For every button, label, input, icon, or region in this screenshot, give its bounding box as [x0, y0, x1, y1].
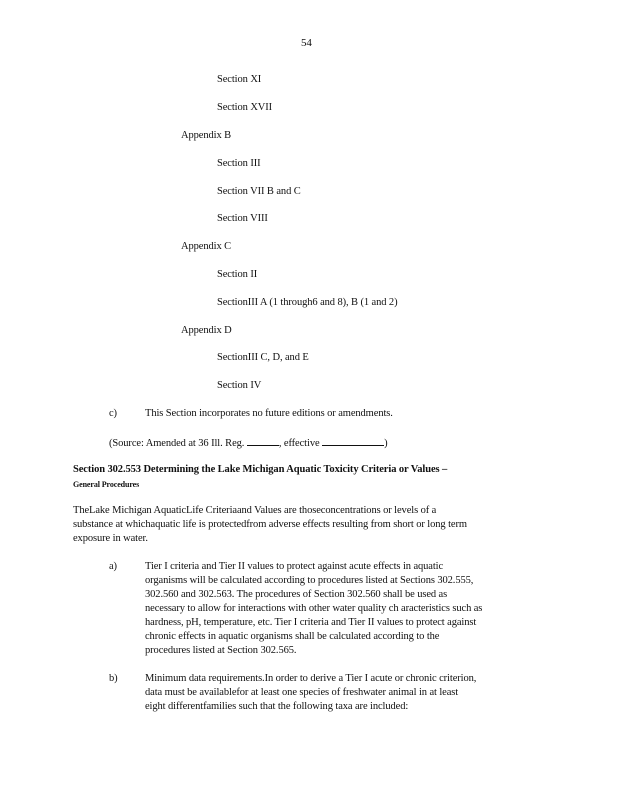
list-item: SectionIII A (1 through6 and 8), B (1 and 2) [217, 297, 398, 308]
list-item: Section III [217, 158, 261, 169]
item-a-line: hardness, pH, temperature, etc. Tier I criteria and Tier II values to protect against [145, 617, 477, 628]
item-a-line: procedures listed at Section 302.565. [145, 645, 297, 656]
list-item: Section II [217, 269, 258, 280]
list-item: Appendix B [181, 130, 232, 141]
item-a-line: 302.560 and 302.563. The procedures of Section 302.560 shall be used as [145, 589, 448, 600]
item-b-line: data must be availablefor at least one species of freshwater animal in at least [145, 687, 459, 698]
blank-line [247, 435, 279, 446]
item-a-letter: a) [109, 561, 117, 572]
page-number: 54 [301, 37, 312, 49]
item-c-text: This Section incorporates no future editions or amendments. [145, 408, 393, 419]
intro-line: substance at whichaquatic life is protectedfrom adverse effects resulting from short or long term [73, 519, 467, 530]
list-item: Section XI [217, 74, 262, 85]
list-item: Section VII B and C [217, 186, 301, 197]
source-note [109, 435, 387, 450]
item-a-line: chronic effects in aquatic organisms shall be calculated according to the [145, 631, 440, 642]
intro-line: exposure in water. [73, 533, 148, 544]
list-item: Section XVII [217, 102, 273, 113]
item-b-line: eight differentfamilies such that the following taxa are included: [145, 701, 409, 712]
item-c-letter: c) [109, 408, 117, 419]
list-item: Section VIII [217, 213, 268, 224]
list-item: Section IV [217, 380, 262, 391]
section-heading-subtitle: General Procedures [73, 480, 140, 489]
section-heading: Section 302.553 Determining the Lake Michigan Aquatic Toxicity Criteria or Values – [73, 464, 448, 475]
intro-line: TheLake Michigan AquaticLife Criteriaand Values are thoseconcentrations or levels of a [73, 505, 437, 516]
source-middle: , effective [278, 438, 320, 449]
source-suffix: ) [384, 438, 388, 449]
item-a-line: Tier I criteria and Tier II values to protect against acute effects in aquatic [145, 561, 444, 572]
source-prefix: (Source: Amended at 36 Ill. Reg. [109, 438, 245, 449]
blank-line [322, 435, 384, 446]
item-b-line: Minimum data requirements.In order to derive a Tier I acute or chronic criterion, [145, 673, 477, 684]
list-item: Appendix D [181, 325, 232, 336]
list-item: SectionIII C, D, and E [217, 352, 309, 363]
item-b-letter: b) [109, 673, 118, 684]
item-a-line: organisms will be calculated according to procedures listed at Sections 302.555, [145, 575, 474, 586]
item-a-line: necessary to allow for interactions with other water quality ch aracteristics such as [145, 603, 483, 614]
list-item: Appendix C [181, 241, 232, 252]
